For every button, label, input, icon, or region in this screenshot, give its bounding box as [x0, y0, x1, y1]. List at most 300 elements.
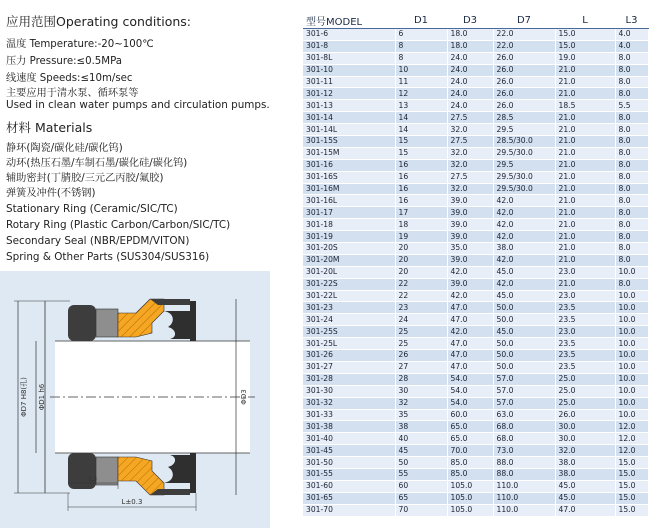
cell-d7: 42.0	[493, 207, 555, 219]
cell-d7: 63.0	[493, 409, 555, 421]
cell-l: 25.0	[555, 385, 615, 397]
cell-d1: 11	[395, 76, 447, 88]
cell-d3: 65.0	[447, 433, 493, 445]
cell-d1: 12	[395, 88, 447, 100]
cell-l3: 8.0	[615, 64, 648, 76]
table-row	[303, 445, 648, 457]
table-body	[303, 29, 648, 517]
cell-model: 301-19	[303, 231, 395, 243]
cell-d3: 47.0	[447, 302, 493, 314]
cell-d1: 20	[395, 266, 447, 278]
d7-label: ΦD7 H8(孔)	[20, 377, 28, 417]
cell-l: 23.5	[555, 338, 615, 350]
cell-l: 21.0	[555, 112, 615, 124]
cell-l3: 8.0	[615, 52, 648, 64]
cell-l3: 15.0	[615, 504, 648, 516]
cell-l: 25.0	[555, 373, 615, 385]
cell-d3: 24.0	[447, 88, 493, 100]
cell-l3: 5.5	[615, 100, 648, 112]
rubber-cup-top	[68, 305, 96, 341]
cell-d7: 29.5/30.0	[493, 147, 555, 159]
cell-l: 21.0	[555, 171, 615, 183]
cell-l: 23.0	[555, 326, 615, 338]
cell-d7: 26.0	[493, 88, 555, 100]
cell-d3: 32.0	[447, 183, 493, 195]
cell-l3: 8.0	[615, 183, 648, 195]
cell-model: 301-14	[303, 112, 395, 124]
cell-model: 301-15S	[303, 136, 395, 148]
table-row	[303, 243, 648, 255]
cell-d7: 42.0	[493, 231, 555, 243]
spring-top	[164, 311, 190, 339]
cell-l3: 10.0	[615, 314, 648, 326]
l-label: L±0.3	[121, 498, 143, 506]
cell-l: 15.0	[555, 29, 615, 41]
cell-l3: 8.0	[615, 171, 648, 183]
cell-d7: 73.0	[493, 445, 555, 457]
cell-d7: 29.5	[493, 159, 555, 171]
spring-en-line: Spring & Other Parts (SUS304/SUS316)	[6, 251, 210, 263]
spring-retainer-bottom	[190, 453, 196, 493]
cell-d3: 54.0	[447, 385, 493, 397]
cell-d3: 85.0	[447, 457, 493, 469]
cell-model: 301-70	[303, 504, 395, 516]
cell-d1: 6	[395, 29, 447, 41]
cell-model: 301-18	[303, 219, 395, 231]
cell-d1: 40	[395, 433, 447, 445]
cell-d7: 50.0	[493, 314, 555, 326]
cell-l: 15.0	[555, 40, 615, 52]
table-row	[303, 326, 648, 338]
table-row	[303, 397, 648, 409]
materials-heading: 材料 Materials	[6, 120, 93, 135]
cell-l3: 4.0	[615, 40, 648, 52]
cell-model: 301-8	[303, 40, 395, 52]
cell-d1: 8	[395, 52, 447, 64]
cell-d3: 47.0	[447, 350, 493, 362]
cell-d7: 42.0	[493, 278, 555, 290]
cell-l3: 8.0	[615, 278, 648, 290]
cell-d1: 15	[395, 147, 447, 159]
cell-d7: 50.0	[493, 350, 555, 362]
cell-l: 23.5	[555, 361, 615, 373]
cell-d1: 15	[395, 136, 447, 148]
rotary-ring-bottom	[118, 457, 164, 495]
spring-retainer-top	[190, 301, 196, 341]
cell-d7: 29.5	[493, 124, 555, 136]
cell-d7: 57.0	[493, 385, 555, 397]
cell-d1: 16	[395, 159, 447, 171]
header-model: 型号MODEL	[303, 12, 395, 29]
cell-model: 301-13	[303, 100, 395, 112]
cell-d7: 26.0	[493, 64, 555, 76]
cell-d7: 29.5/30.0	[493, 183, 555, 195]
cell-d3: 42.0	[447, 326, 493, 338]
table-row	[303, 338, 648, 350]
table-row	[303, 409, 648, 421]
cell-l3: 15.0	[615, 457, 648, 469]
cell-l: 21.0	[555, 231, 615, 243]
cell-model: 301-20S	[303, 243, 395, 255]
table-row	[303, 361, 648, 373]
stationary-ring-bottom	[96, 457, 118, 485]
header-l: L	[555, 12, 615, 29]
cell-d7: 42.0	[493, 254, 555, 266]
application-cn-line: 主要应用于清水泵、循环泵等	[6, 88, 139, 99]
cell-d3: 18.0	[447, 40, 493, 52]
cell-d3: 32.0	[447, 124, 493, 136]
cell-model: 301-16	[303, 159, 395, 171]
cell-l: 47.0	[555, 504, 615, 516]
secondary-en-line: Secondary Seal (NBR/EPDM/VITON)	[6, 235, 190, 247]
cell-d1: 25	[395, 338, 447, 350]
cell-l3: 8.0	[615, 231, 648, 243]
cell-l: 21.0	[555, 254, 615, 266]
operating-conditions-heading: 应用范围Operating conditions:	[6, 14, 191, 29]
cell-d1: 28	[395, 373, 447, 385]
cell-model: 301-16S	[303, 171, 395, 183]
cell-d3: 47.0	[447, 314, 493, 326]
cell-d1: 16	[395, 183, 447, 195]
cell-d1: 14	[395, 124, 447, 136]
seal-drawing-svg	[0, 271, 270, 528]
cell-d1: 55	[395, 468, 447, 480]
cell-l: 32.0	[555, 445, 615, 457]
cell-d3: 24.0	[447, 52, 493, 64]
cell-l: 21.0	[555, 195, 615, 207]
cell-model: 301-15M	[303, 147, 395, 159]
cell-l: 25.0	[555, 397, 615, 409]
stationary-en-line: Stationary Ring (Ceramic/SIC/TC)	[6, 203, 178, 215]
cell-model: 301-20M	[303, 254, 395, 266]
table-row	[303, 385, 648, 397]
cell-d1: 35	[395, 409, 447, 421]
cell-l3: 8.0	[615, 112, 648, 124]
table-row	[303, 314, 648, 326]
cell-model: 301-12	[303, 88, 395, 100]
cell-d1: 16	[395, 171, 447, 183]
cell-d3: 39.0	[447, 195, 493, 207]
cell-d7: 88.0	[493, 468, 555, 480]
cell-l3: 10.0	[615, 409, 648, 421]
cell-model: 301-60	[303, 480, 395, 492]
cell-d7: 26.0	[493, 52, 555, 64]
table-row	[303, 52, 648, 64]
cell-d1: 20	[395, 243, 447, 255]
cell-model: 301-8L	[303, 52, 395, 64]
cell-d1: 10	[395, 64, 447, 76]
cell-d3: 32.0	[447, 159, 493, 171]
cell-d3: 24.0	[447, 100, 493, 112]
cell-d7: 88.0	[493, 457, 555, 469]
cell-d7: 22.0	[493, 40, 555, 52]
table-row	[303, 136, 648, 148]
cell-d1: 32	[395, 397, 447, 409]
cell-l3: 10.0	[615, 338, 648, 350]
cell-l: 23.0	[555, 266, 615, 278]
table-row	[303, 457, 648, 469]
cell-d1: 20	[395, 254, 447, 266]
cell-model: 301-38	[303, 421, 395, 433]
cell-d1: 13	[395, 100, 447, 112]
cell-l3: 12.0	[615, 433, 648, 445]
cell-d3: 27.5	[447, 171, 493, 183]
table-row	[303, 350, 648, 362]
rubber-cup-bottom	[68, 453, 96, 489]
cell-d1: 45	[395, 445, 447, 457]
cell-l: 23.5	[555, 314, 615, 326]
cell-d1: 22	[395, 278, 447, 290]
cell-d1: 38	[395, 421, 447, 433]
cell-d3: 47.0	[447, 361, 493, 373]
cell-d7: 68.0	[493, 433, 555, 445]
table-row	[303, 183, 648, 195]
cell-l: 21.0	[555, 183, 615, 195]
cell-model: 301-20L	[303, 266, 395, 278]
cell-d3: 39.0	[447, 254, 493, 266]
cell-l3: 10.0	[615, 290, 648, 302]
table-row	[303, 433, 648, 445]
cell-d3: 24.0	[447, 64, 493, 76]
cell-d1: 50	[395, 457, 447, 469]
cell-d3: 42.0	[447, 266, 493, 278]
cell-d7: 42.0	[493, 219, 555, 231]
table-row	[303, 290, 648, 302]
cell-l3: 8.0	[615, 195, 648, 207]
cell-model: 301-23	[303, 302, 395, 314]
table-row	[303, 159, 648, 171]
cell-d7: 110.0	[493, 492, 555, 504]
cell-d7: 50.0	[493, 361, 555, 373]
table-row	[303, 64, 648, 76]
table-row	[303, 195, 648, 207]
cell-model: 301-45	[303, 445, 395, 457]
table-row	[303, 100, 648, 112]
header-d3: D3	[447, 12, 493, 29]
cell-l: 26.0	[555, 409, 615, 421]
cell-model: 301-25L	[303, 338, 395, 350]
d1-label: ΦD1 h6	[38, 383, 46, 411]
cell-d1: 26	[395, 350, 447, 362]
table-row	[303, 504, 648, 516]
model-dimensions-table	[303, 12, 649, 517]
speed-line: 线速度 Speeds:≤10m/sec	[6, 73, 133, 84]
header-l3: L3	[615, 12, 648, 29]
cell-l: 38.0	[555, 468, 615, 480]
spring-cn-line: 弹簧及冲件(不锈钢)	[6, 188, 96, 199]
cell-d3: 47.0	[447, 338, 493, 350]
cell-l3: 4.0	[615, 29, 648, 41]
cell-d1: 30	[395, 385, 447, 397]
spring-bottom	[164, 455, 190, 483]
cell-d3: 65.0	[447, 421, 493, 433]
cell-l: 45.0	[555, 480, 615, 492]
cell-l: 21.0	[555, 124, 615, 136]
cell-d1: 25	[395, 326, 447, 338]
cell-model: 301-10	[303, 64, 395, 76]
cell-d7: 45.0	[493, 290, 555, 302]
table-row	[303, 88, 648, 100]
cell-l3: 8.0	[615, 243, 648, 255]
cell-l3: 10.0	[615, 373, 648, 385]
stationary-cn-line: 静环(陶瓷/碳化硅/碳化钨)	[6, 143, 123, 154]
cell-l: 21.0	[555, 147, 615, 159]
cell-l3: 12.0	[615, 421, 648, 433]
cell-l: 23.0	[555, 290, 615, 302]
cell-d7: 38.0	[493, 243, 555, 255]
pressure-line: 压力 Pressure:≤0.5MPa	[6, 56, 123, 67]
table-row	[303, 373, 648, 385]
cell-d3: 105.0	[447, 480, 493, 492]
cell-d1: 27	[395, 361, 447, 373]
cell-d7: 28.5	[493, 112, 555, 124]
cell-model: 301-11	[303, 76, 395, 88]
cell-model: 301-26	[303, 350, 395, 362]
cell-d7: 110.0	[493, 480, 555, 492]
cell-l3: 8.0	[615, 147, 648, 159]
cell-d1: 23	[395, 302, 447, 314]
cell-l3: 8.0	[615, 219, 648, 231]
cell-d3: 35.0	[447, 243, 493, 255]
cell-d3: 70.0	[447, 445, 493, 457]
cell-model: 301-17	[303, 207, 395, 219]
cell-l3: 15.0	[615, 468, 648, 480]
cell-l3: 12.0	[615, 445, 648, 457]
table-row	[303, 112, 648, 124]
cell-d1: 22	[395, 290, 447, 302]
table-row	[303, 76, 648, 88]
cell-d7: 68.0	[493, 421, 555, 433]
cell-model: 301-16L	[303, 195, 395, 207]
cell-model: 301-50	[303, 457, 395, 469]
cell-d1: 19	[395, 231, 447, 243]
cell-l: 23.5	[555, 302, 615, 314]
cell-l: 21.0	[555, 88, 615, 100]
cell-d1: 18	[395, 219, 447, 231]
cell-d7: 57.0	[493, 373, 555, 385]
cell-d3: 24.0	[447, 76, 493, 88]
table-row	[303, 266, 648, 278]
cell-l: 21.0	[555, 76, 615, 88]
cell-d3: 32.0	[447, 147, 493, 159]
cell-d1: 14	[395, 112, 447, 124]
cell-model: 301-55	[303, 468, 395, 480]
cell-l: 30.0	[555, 421, 615, 433]
cell-model: 301-22L	[303, 290, 395, 302]
table-row	[303, 421, 648, 433]
cell-l: 18.5	[555, 100, 615, 112]
cell-d7: 22.0	[493, 29, 555, 41]
cell-l3: 8.0	[615, 254, 648, 266]
cell-l: 21.0	[555, 243, 615, 255]
cell-d1: 70	[395, 504, 447, 516]
cell-model: 301-33	[303, 409, 395, 421]
cell-l: 21.0	[555, 207, 615, 219]
cell-l3: 10.0	[615, 397, 648, 409]
cell-l3: 15.0	[615, 492, 648, 504]
cell-model: 301-6	[303, 29, 395, 41]
rotary-en-line: Rotary Ring (Plastic Carbon/Carbon/SIC/TC)	[6, 219, 231, 231]
cell-l3: 10.0	[615, 302, 648, 314]
cell-d1: 16	[395, 195, 447, 207]
cell-d1: 24	[395, 314, 447, 326]
cell-model: 301-16M	[303, 183, 395, 195]
application-en-line: Used in clean water pumps and circulation pumps.	[6, 99, 270, 111]
cell-model: 301-14L	[303, 124, 395, 136]
cell-model: 301-25S	[303, 326, 395, 338]
table-row	[303, 219, 648, 231]
cell-l3: 8.0	[615, 207, 648, 219]
cell-d1: 65	[395, 492, 447, 504]
cell-l3: 8.0	[615, 76, 648, 88]
cell-d3: 27.5	[447, 112, 493, 124]
table-row	[303, 480, 648, 492]
cell-d3: 42.0	[447, 290, 493, 302]
cell-model: 301-40	[303, 433, 395, 445]
cell-d3: 54.0	[447, 373, 493, 385]
cell-d7: 110.0	[493, 504, 555, 516]
cell-d7: 28.5/30.0	[493, 136, 555, 148]
temperature-line: 温度 Temperature:-20~100℃	[6, 39, 154, 50]
cell-model: 301-22S	[303, 278, 395, 290]
cell-d3: 60.0	[447, 409, 493, 421]
cell-d3: 39.0	[447, 207, 493, 219]
table-row	[303, 254, 648, 266]
header-d1: D1	[395, 12, 447, 29]
cell-d3: 85.0	[447, 468, 493, 480]
table-row	[303, 231, 648, 243]
cell-l: 21.0	[555, 64, 615, 76]
l3-label: L3	[88, 475, 98, 483]
cell-model: 301-24	[303, 314, 395, 326]
cell-d1: 17	[395, 207, 447, 219]
table-row	[303, 468, 648, 480]
cell-d7: 26.0	[493, 100, 555, 112]
table-row	[303, 302, 648, 314]
cell-l: 21.0	[555, 159, 615, 171]
rotary-ring-top	[118, 299, 164, 337]
cell-l: 19.0	[555, 52, 615, 64]
table-row	[303, 278, 648, 290]
cell-l3: 10.0	[615, 266, 648, 278]
table-row	[303, 492, 648, 504]
cell-d7: 26.0	[493, 76, 555, 88]
table-row	[303, 171, 648, 183]
cell-l3: 10.0	[615, 350, 648, 362]
cell-l: 21.0	[555, 278, 615, 290]
cell-model: 301-27	[303, 361, 395, 373]
cell-l3: 10.0	[615, 385, 648, 397]
cell-d3: 39.0	[447, 278, 493, 290]
cell-d7: 50.0	[493, 338, 555, 350]
table-row	[303, 40, 648, 52]
stationary-ring-top	[96, 309, 118, 337]
cell-d3: 18.0	[447, 29, 493, 41]
cell-d7: 45.0	[493, 326, 555, 338]
cell-d7: 29.5/30.0	[493, 171, 555, 183]
cell-l3: 8.0	[615, 88, 648, 100]
table-row	[303, 147, 648, 159]
cell-l: 30.0	[555, 433, 615, 445]
cell-d3: 105.0	[447, 492, 493, 504]
d3-label: ΦD3	[240, 389, 248, 405]
cell-l: 21.0	[555, 219, 615, 231]
cell-model: 301-30	[303, 385, 395, 397]
rotary-cn-line: 动环(热压石墨/车制石墨/碳化硅/碳化钨)	[6, 158, 188, 169]
table-row	[303, 207, 648, 219]
cell-l3: 8.0	[615, 159, 648, 171]
cell-model: 301-32	[303, 397, 395, 409]
